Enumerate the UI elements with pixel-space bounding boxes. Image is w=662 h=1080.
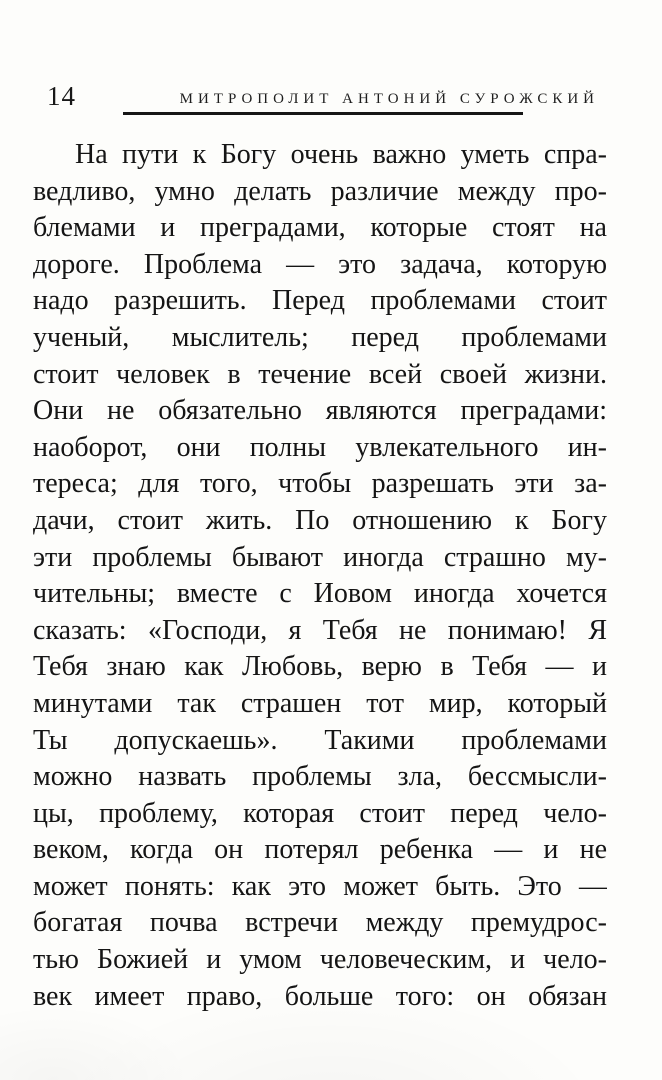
text-line: тереса; для того, чтобы разрешать эти за- [33,468,607,500]
text-line: минутами так страшен тот мир, который [33,687,607,719]
text-line: веком, когда он потерял ребенка — и не [33,834,607,866]
text-line: дачи, стоит жить. По отношению к Богу [33,504,607,536]
text-line: блемами и преградами, которые стоят на [33,212,607,244]
text-line: стоит человек в течение всей своей жизни. [33,358,607,390]
text-line: чительны; вместе с Иовом иногда хочется [33,578,607,610]
text-line: эти проблемы бывают иногда страшно му- [33,541,607,573]
text-line: можно назвать проблемы зла, бессмысли- [33,761,607,793]
text-line: может понять: как это может быть. Это — [33,870,607,902]
text-line: На пути к Богу очень важно уметь спра- [75,139,607,170]
body-text [33,137,607,1015]
text-line: ученый, мыслитель; перед проблемами [33,321,607,353]
text-line: Они не обязательно являются преградами: [33,395,607,427]
text-line: век имеет право, больше того: он обязан [33,980,607,1012]
text-line: ведливо, умно делать различие между про- [33,175,607,207]
text-line: Ты допускаешь». Такими проблемами [33,724,607,756]
page-number: 14 [47,81,76,111]
text-line: богатая почва встречи между премудрос- [33,907,607,939]
header-rule [123,112,523,115]
text-line: наоборот, они полны увлекательного ин- [33,431,607,463]
text-line: надо разрешить. Перед проблемами стоит [33,285,607,317]
text-line: сказать: «Господи, я Тебя не понимаю! Я [33,614,607,646]
text-line: Тебя знаю как Любовь, верю в Тебя — и [33,651,607,683]
running-header: МИТРОПОЛИТ АНТОНИЙ СУРОЖСКИЙ [179,91,599,107]
text-line: дороге. Проблема — это задача, которую [33,248,607,280]
text-line: цы, проблему, которая стоит перед чело- [33,797,607,829]
text-line: тью Божией и умом человеческим, и чело- [33,944,607,976]
